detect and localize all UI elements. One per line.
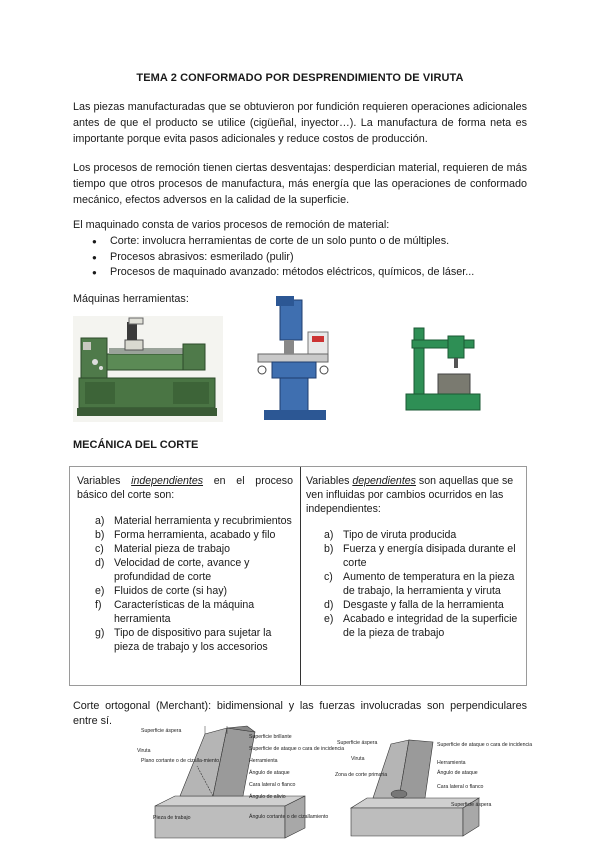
list-item: ● Procesos abrasivos: esmerilado (pulir) [92, 250, 474, 266]
list-item [77, 514, 293, 528]
list-item [77, 556, 293, 584]
orthogonal-cut-diagram-right [333, 736, 533, 840]
list-marker: g) [95, 627, 105, 639]
list-marker: b) [324, 543, 334, 555]
diagram-label: Superficie áspera [451, 802, 492, 808]
diagram-label: Superficie brillante [249, 734, 292, 740]
list-text: Fluidos de corte (si hay) [114, 585, 228, 597]
list-marker: c) [324, 571, 333, 583]
diagram-label: Ángulo de ataque [249, 770, 290, 776]
diagram-label: Ángulo cortante o de cizallamiento [249, 814, 329, 820]
list-text: Forma herramienta, acabado y filo [114, 529, 276, 541]
machining-list [92, 234, 474, 281]
list-item [306, 542, 518, 570]
list-item [77, 598, 293, 626]
intro-prefix: Variables [306, 475, 353, 487]
list-item [306, 570, 518, 598]
independent-intro [77, 474, 293, 502]
list-marker: c) [95, 543, 104, 555]
list-item [77, 626, 293, 654]
machines-label: Máquinas herramientas: [73, 293, 189, 305]
paragraph-fundicion: Las piezas manufacturadas que se obtuvieron por fundición requieren operaciones adicionales antes de que el producto se utilice (cigüeñal, inyector…). La manufactura de forma neta es importante porque evita pasos adicionales y reduce costos de producción. [73, 101, 527, 145]
lathe-image [73, 316, 223, 422]
list-marker: a) [95, 515, 105, 527]
diagram-label: Ángulo de alivio [249, 794, 286, 800]
list-text: Material herramienta y recubrimientos [114, 515, 292, 527]
list-marker: f) [95, 599, 102, 611]
list-item [306, 528, 518, 542]
diagram-label: Superficie áspera [141, 728, 182, 734]
diagram-label: Ángulo de ataque [437, 770, 478, 776]
paragraph-desventajas: Los procesos de remoción tienen ciertas desventajas: desperdician material, requieren de más tiempo que otros procesos de manufactura, más energía que las operaciones de conformado mecánico, efectos adversos en la calidad de la superficie. [73, 162, 527, 206]
diagram-label: Herramienta [437, 760, 466, 766]
list-marker: e) [95, 585, 105, 597]
list-item [306, 612, 518, 640]
list-text: Aumento de temperatura en la pieza de trabajo, la herramienta y viruta [343, 571, 515, 597]
document-title: TEMA 2 CONFORMADO POR DESPRENDIMIENTO DE VIRUTA [136, 72, 464, 84]
list-text: Características de la máquina herramienta [114, 599, 255, 625]
diagram-label: Superficie de ataque o cara de incidencia [437, 742, 533, 748]
radial-drill-image [404, 326, 482, 412]
diagram-label: Pieza de trabajo [153, 815, 191, 821]
list-item [77, 584, 293, 598]
section-title: MECÁNICA DEL CORTE [73, 439, 199, 451]
list-item: ● Corte: involucra herramientas de corte de un solo punto o de múltiples. [92, 234, 474, 250]
emphasis-independientes: independientes [131, 475, 204, 487]
table-divider [300, 467, 301, 685]
milling-machine-image [250, 296, 340, 424]
independent-list [77, 514, 293, 654]
diagram-label: Viruta [137, 748, 151, 754]
diagram-label: Plano cortante o de cizalla-miento [141, 758, 220, 764]
list-marker: d) [95, 557, 105, 569]
diagram-label: Viruta [351, 756, 365, 762]
intro-prefix: Variables [77, 475, 132, 487]
orthogonal-cut-diagram-left [135, 726, 345, 844]
machining-intro: El maquinado consta de varios procesos de remoción de material: [73, 219, 390, 231]
list-text: Velocidad de corte, avance y profundidad de corte [114, 557, 250, 583]
variables-table [69, 466, 527, 686]
dependent-intro [306, 474, 518, 516]
emphasis-dependientes: dependientes [352, 475, 416, 487]
list-marker: d) [324, 599, 334, 611]
independent-variables-cell [77, 474, 293, 654]
dependent-list [306, 528, 518, 640]
diagram-label: Cara lateral o flanco [437, 784, 484, 790]
list-text: Tipo de dispositivo para sujetar la pieza de trabajo y los accesorios [114, 627, 272, 653]
list-marker: a) [324, 529, 334, 541]
list-marker: b) [95, 529, 105, 541]
list-text: Material pieza de trabajo [114, 543, 231, 555]
list-marker: e) [324, 613, 334, 625]
list-item: ● Procesos de maquinado avanzado: métodos eléctricos, químicos, de láser... [92, 265, 474, 281]
diagram-label: Superficie de ataque o cara de incidencia [249, 746, 345, 752]
list-item [77, 528, 293, 542]
intro-suffix: son aquellas que se ven influidas por cambios ocurridos en las independientes: [306, 475, 514, 515]
intro-suffix: en el proceso básico del corte son: [77, 475, 293, 501]
list-text: Acabado e integridad de la superficie de la pieza de trabajo [343, 613, 518, 639]
list-text: Desgaste y falla de la herramienta [343, 599, 504, 611]
diagram-label: Cara lateral o flanco [249, 782, 296, 788]
orthogonal-cut-text: Corte ortogonal (Merchant): bidimensional y las fuerzas involucradas son perpendiculares entre sí. [73, 700, 527, 727]
diagram-label: Zona de corte primaria [335, 772, 388, 778]
dependent-variables-cell [306, 474, 518, 640]
list-text: Fuerza y energía disipada durante el corte [343, 543, 516, 569]
diagram-label: Superficie áspera [337, 740, 378, 746]
list-item [77, 542, 293, 556]
list-item [306, 598, 518, 612]
diagram-label: Herramienta [249, 758, 278, 764]
list-text: Tipo de viruta producida [343, 529, 457, 541]
